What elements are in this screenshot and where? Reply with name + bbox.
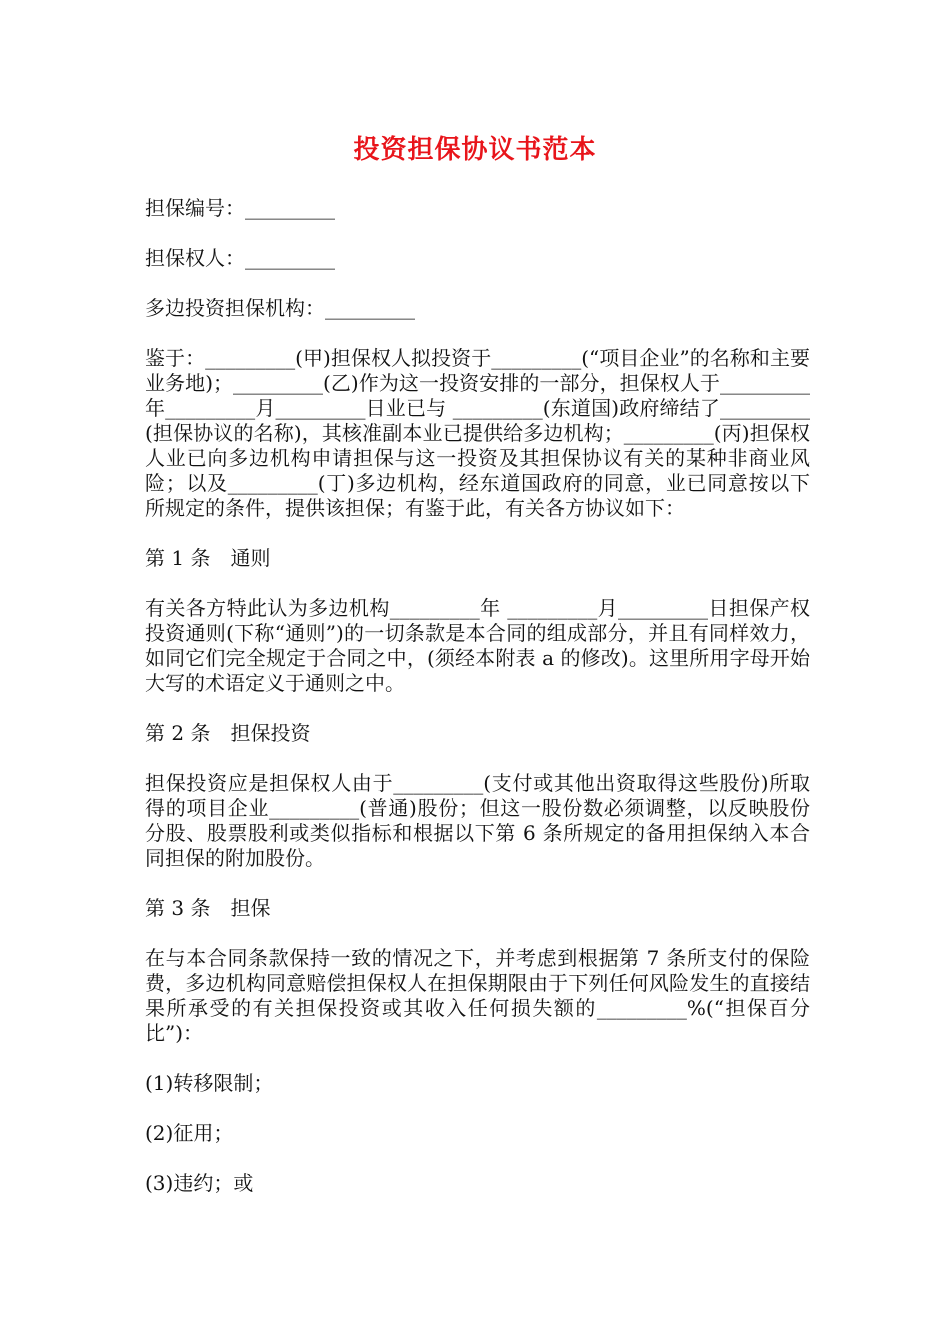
- article-1-text: 有关各方特此认为多边机构_________年 _________月_________日担保产权投资通则(下称“通则”)的一切条款是本合同的组成部分，并且有同样效力，如同它们完全规定于合同之中，(须经本附表 a 的修改)。这里所用字母开始大写的术语定义于通则之中。: [145, 596, 810, 695]
- risk-item-1: (1)转移限制；: [145, 1071, 274, 1095]
- field-guarantee-agency: 多边投资担保机构：_________: [145, 296, 415, 320]
- recital-paragraph: 鉴于：_________(甲)担保权人拟投资于_________(“项目企业”的名称和主要业务地)；_________(乙)作为这一投资安排的一部分，担保权人于_________年_________月_________日业已与 _________(东道国)政府缔结了_________(担保协议的名称)，其核准副本业已提供给多边机构；_________(丙)担保权人业已向多边机构申请担保与这一投资及其担保协议有关的某种非商业风险；以及_________(丁)多边机构，经东道国政府的同意，业已同意按以下所规定的条件，提供该担保；有鉴于此，有关各方协议如下：: [145, 346, 810, 520]
- field-guarantee-holder: 担保权人：_________: [145, 246, 335, 270]
- article-3-text: 在与本合同条款保持一致的情况之下，并考虑到根据第 7 条所支付的保险费，多边机构同意赔偿担保权人在担保期限由于下列任何风险发生的直接结果所承受的有关担保投资或其收入任何损失额的_________%(“担保百分比”)：: [145, 946, 810, 1045]
- article-2-heading: 第 2 条 担保投资: [145, 721, 311, 745]
- document-title: 投资担保协议书范本: [353, 135, 597, 165]
- article-2-text: 担保投资应是担保权人由于_________(支付或其他出资取得这些股份)所取得的项目企业_________(普通)股份；但这一股份数必须调整，以反映股份分股、股票股利或类似指标和根据以下第 6 条所规定的备用担保纳入本合同担保的附加股份。: [145, 771, 810, 870]
- document-body: [145, 196, 810, 1221]
- article-3-heading: 第 3 条 担保: [145, 896, 271, 920]
- risk-item-3: (3)违约；或: [145, 1171, 254, 1195]
- article-1-heading: 第 1 条 通则: [145, 546, 271, 570]
- risk-item-2: (2)征用；: [145, 1121, 234, 1145]
- field-guarantee-number: 担保编号：_________: [145, 196, 335, 220]
